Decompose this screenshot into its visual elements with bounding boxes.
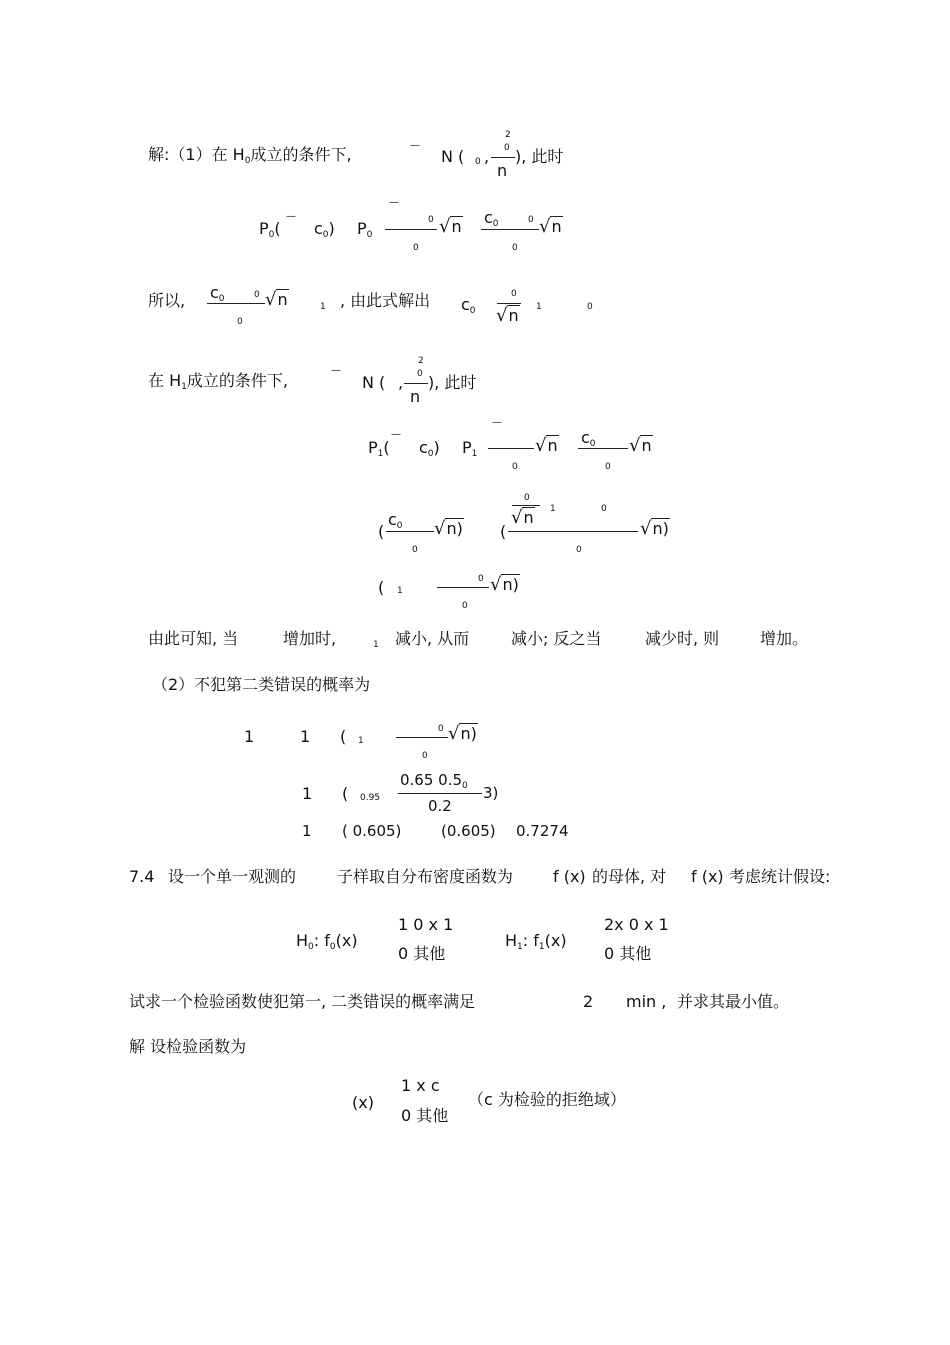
part-2-heading: （2）不犯第二类错误的概率为: [152, 675, 371, 694]
mu-sub: 0: [254, 290, 260, 300]
min: min ,: [626, 992, 667, 1011]
case-2: 0 其他: [398, 944, 446, 963]
sigma-sub: 0: [511, 289, 517, 299]
fraction-bar: [497, 303, 521, 304]
one: 1: [302, 822, 312, 840]
xbar-mark: —: [391, 429, 401, 440]
c0: $c_0$): [419, 438, 440, 459]
denominator: 0.2: [428, 797, 452, 815]
solve-text: , 由此式解出: [340, 291, 431, 310]
c0: $c_0$: [461, 295, 476, 316]
u-sub: 0.95: [360, 793, 381, 803]
result: 0.7274: [516, 822, 569, 840]
open-paren: (: [378, 522, 385, 541]
P1b: $P_1$: [462, 438, 478, 459]
P1: $P_1$(: [368, 438, 390, 459]
fraction-bar: [398, 793, 482, 794]
c0-num: $c_0$: [581, 428, 596, 449]
text-seg: 减小, 从而: [395, 629, 470, 648]
sqrt-n: √n): [434, 518, 463, 539]
fraction-bar: [578, 448, 628, 449]
denominator-n: n: [497, 161, 508, 180]
open-paren: (: [378, 578, 385, 597]
c0-num: $c_0$: [210, 283, 225, 304]
fraction-bar: [481, 229, 539, 230]
text-seg: 设一个单一观测的: [168, 867, 297, 886]
open-paren: (: [342, 784, 349, 803]
u-sub: 1: [536, 302, 542, 312]
c0-num: $c_0$: [388, 510, 403, 531]
text-seg: 减小; 反之当: [511, 629, 602, 648]
solution-lead: 解 设检验函数为: [129, 1037, 247, 1056]
close: 3): [483, 784, 499, 802]
sqrt-n: √n: [265, 289, 288, 310]
numerator: 0.65 $0.5_0$: [400, 771, 468, 791]
fraction-bar: [385, 229, 437, 230]
alpha-sub: 1: [320, 302, 326, 312]
one: 1: [300, 727, 311, 746]
fraction-bar: [396, 737, 448, 738]
sqrt-n: √n: [535, 435, 558, 456]
fraction-bar: [404, 383, 428, 384]
sigma-sub: 0: [504, 143, 510, 153]
mu-sub: 0: [601, 504, 607, 514]
sigma-sub: 0: [576, 545, 582, 555]
small-fraction-bar: [512, 505, 540, 506]
text-seg: 子样取自分布密度函数为: [337, 867, 514, 886]
open-paren: (: [500, 522, 507, 541]
text-seg: 减少时, 则: [645, 629, 720, 648]
H0: $H_0$: $f_0(x)$: [296, 931, 358, 952]
fraction-bar: [437, 587, 489, 588]
one: 1: [244, 727, 255, 746]
mu-sub: 0: [475, 157, 481, 167]
case-1: 2x 0 x 1: [604, 915, 669, 934]
sqrt-n: √n): [448, 723, 477, 744]
solution-lead: 解:（1）在 $H_0$成立的条件下,: [148, 145, 352, 166]
sqrt-n: √n: [511, 507, 534, 528]
phi-x: (x): [352, 1093, 374, 1112]
exp-two: 2: [505, 130, 511, 140]
mu-sub: 0: [528, 215, 534, 225]
u-sub: 1: [358, 736, 364, 746]
xbar-mark: —: [410, 140, 420, 151]
comma: ,: [484, 147, 490, 166]
text-seg: 考虑统计假设:: [729, 867, 831, 886]
line-end: ), 此时: [428, 373, 477, 392]
phi-arg: (0.605): [441, 822, 496, 840]
sigma-sub: 0: [605, 462, 611, 472]
so-lead: 所以,: [148, 291, 186, 310]
fraction-bar: [386, 531, 434, 532]
case-2: 0 其他: [401, 1106, 449, 1125]
note: （c 为检验的拒绝域）: [468, 1090, 626, 1109]
text-seg: 试求一个检验函数使犯第一, 二类错误的概率满足: [129, 992, 476, 1011]
mu-sub: 0: [478, 574, 484, 584]
comma: ,: [398, 373, 404, 392]
xbar-mark: —: [331, 365, 341, 376]
fraction-bar: [207, 303, 265, 304]
sigma-sub: 0: [524, 493, 530, 503]
sigma-sub: 0: [417, 369, 423, 379]
text-seg: 的母体, 对: [592, 867, 667, 886]
sigma-sub: 0: [462, 601, 468, 611]
sigma-sub: 0: [412, 545, 418, 555]
mu-sub: 0: [438, 724, 444, 734]
fraction-bar: [491, 157, 515, 158]
denominator-n: n: [410, 387, 421, 406]
text-seg: 由此可知, 当: [148, 629, 239, 648]
H1: $H_1$: $f_1(x)$: [505, 931, 567, 952]
xbar-mark: —: [492, 417, 502, 428]
mu-sub: 0: [428, 215, 434, 225]
u-sub: 1: [550, 504, 556, 514]
problem-number: 7.4: [129, 867, 155, 886]
case-2: 0 其他: [604, 944, 652, 963]
fx: f (x): [553, 867, 586, 886]
text-seg: 增加。: [760, 629, 809, 648]
fraction-bar: [508, 531, 638, 532]
P0: $P_0$(: [259, 219, 281, 240]
sigma-sub: 0: [422, 751, 428, 761]
normal-N: N (: [362, 373, 386, 392]
line-end: ), 此时: [515, 147, 564, 166]
fraction-bar: [488, 448, 534, 449]
phi-arg: ( 0.605): [342, 822, 402, 840]
case-1: 1 x c: [401, 1076, 440, 1095]
text-seg: 并求其最小值。: [677, 992, 790, 1011]
xbar-mark: —: [389, 197, 399, 208]
sqrt-n: √n): [490, 574, 519, 595]
sqrt-n: √n: [439, 216, 462, 237]
sigma-sub: 0: [512, 462, 518, 472]
sqrt-n: √n: [539, 216, 562, 237]
sqrt-n: √n): [640, 518, 669, 539]
open-paren: (: [340, 727, 347, 746]
P0b: $P_0$: [357, 219, 373, 240]
sigma-sub: 0: [237, 317, 243, 327]
alpha-sub: 1: [373, 640, 379, 650]
xbar-mark: —: [286, 211, 296, 222]
c0-num: $c_0$: [484, 208, 499, 229]
one: 1: [302, 784, 313, 803]
mu-sub: 0: [587, 302, 593, 312]
fx: f (x): [691, 867, 724, 886]
sigma-sub: 0: [512, 243, 518, 253]
h1-lead: 在 $H_1$成立的条件下,: [148, 371, 288, 392]
sigma-sub: 0: [413, 243, 419, 253]
u-sub: 1: [397, 586, 403, 596]
exp-two: 2: [418, 356, 424, 366]
sqrt-n: √n: [496, 305, 519, 326]
sqrt-n: √n: [629, 435, 652, 456]
text-seg: 增加时,: [283, 629, 337, 648]
normal-N: N (: [441, 147, 465, 166]
case-1: 1 0 x 1: [398, 915, 454, 934]
c0: $c_0$): [314, 219, 335, 240]
two: 2: [583, 992, 594, 1011]
